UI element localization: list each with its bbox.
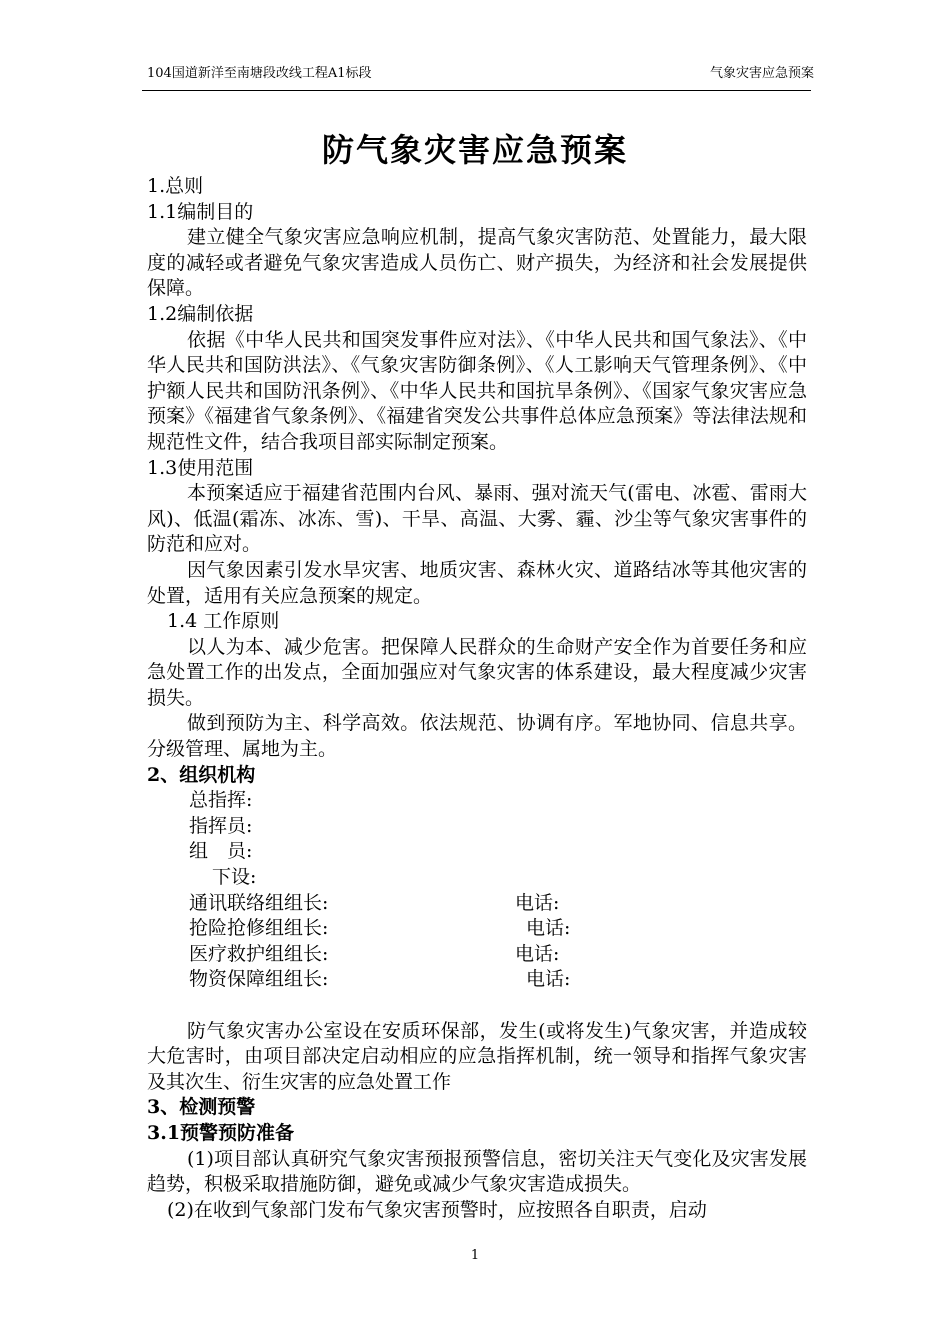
section-2-heading: 2、组织机构 [147, 763, 256, 786]
section-1-3-heading: 1.3使用范围 [147, 456, 254, 479]
section-1-4-heading: 1.4 工作原则 [167, 610, 280, 633]
paragraph-principle-1: 以人为本、减少危害。把保障人民群众的生命财产安全作为首要任务和应急处置工作的出发点，全面加强应对气象灾害的体系建设，最大程度减少灾害损失。 [147, 635, 807, 709]
org-group-label: 物资保障组组长: [189, 968, 329, 991]
header-doc-name: 气象灾害应急预案 [709, 66, 814, 81]
section-1-1-heading: 1.1编制目的 [147, 200, 254, 223]
org-director: 指挥员: [189, 814, 253, 837]
paragraph-basis: 依据《中华人民共和国突发事件应对法》、《中华人民共和国气象法》、《中华人民共和国防洪法》、《气象灾害防御条例》、《人工影响天气管理条例》、《中护额人民共和国防汛条例》、《中华人民共和国抗旱条例》、《国家气象灾害应急预案》《福建省气象条例》、《福建省突发公共事件总体应急预案》等法律法规和规范性文件，结合我项目部实际制定预案。 [147, 328, 807, 453]
org-group-row [147, 942, 807, 968]
org-group-row [147, 967, 807, 993]
header-divider [142, 90, 811, 91]
paragraph-office: 防气象灾害办公室设在安质环保部，发生(或将发生)气象灾害，并造成较大危害时，由项目部决定启动相应的应急指挥机制，统一领导和指挥气象灾害及其次生、衍生灾害的应急处置工作 [147, 1019, 807, 1093]
document-body [147, 174, 807, 1223]
org-group-label: 医疗救护组组长: [189, 942, 329, 965]
org-group-label: 抢险抢修组组长: [189, 917, 329, 940]
org-group-phone: 电话: [526, 917, 571, 940]
spacer [147, 993, 807, 1019]
header-project-name: 104国道新洋至南塘段改线工程A1标段 [147, 66, 372, 81]
paragraph-purpose: 建立健全气象灾害应急响应机制，提高气象灾害防范、处置能力，最大限度的减轻或者避免气象灾害造成人员伤亡、财产损失，为经济和社会发展提供保障。 [147, 226, 807, 300]
org-commander: 总指挥: [189, 789, 253, 812]
org-group-label: 通讯联络组组长: [189, 891, 329, 914]
section-1-heading: 1.总则 [147, 175, 204, 197]
paragraph-scope-2: 因气象因素引发水旱灾害、地质灾害、森林火灾、道路结冰等其他灾害的处置，适用有关应急预案的规定。 [147, 558, 807, 607]
section-3-heading: 3、检测预警 [147, 1096, 256, 1119]
paragraph-warning-2: (2)在收到气象部门发布气象灾害预警时，应按照各自职责，启动 [167, 1198, 707, 1221]
org-group-row [147, 891, 807, 917]
org-group-phone: 电话: [515, 942, 560, 965]
org-group-row [147, 916, 807, 942]
org-subdivision: 下设: [212, 866, 257, 889]
paragraph-warning-1: (1)项目部认真研究气象灾害预报预警信息，密切关注天气变化及灾害发展趋势，积极采取措施防御，避免或减少气象灾害造成损失。 [147, 1147, 807, 1196]
page-number: 1 [470, 1248, 480, 1263]
org-member: 组 员: [189, 840, 253, 863]
section-1-2-heading: 1.2编制依据 [147, 302, 254, 325]
section-3-1-heading: 3.1预警预防准备 [147, 1121, 295, 1144]
org-group-phone: 电话: [515, 891, 560, 914]
org-group-phone: 电话: [526, 968, 571, 991]
paragraph-principle-2: 做到预防为主、科学高效。依法规范、协调有序。军地协同、信息共享。分级管理、属地为主。 [147, 712, 807, 761]
paragraph-scope-1: 本预案适应于福建省范围内台风、暴雨、强对流天气(雷电、冰雹、雷雨大风)、低温(霜冻、冰冻、雪)、干旱、高温、大雾、霾、沙尘等气象灾害事件的防范和应对。 [147, 482, 807, 556]
document-title: 防气象灾害应急预案 [321, 131, 628, 169]
